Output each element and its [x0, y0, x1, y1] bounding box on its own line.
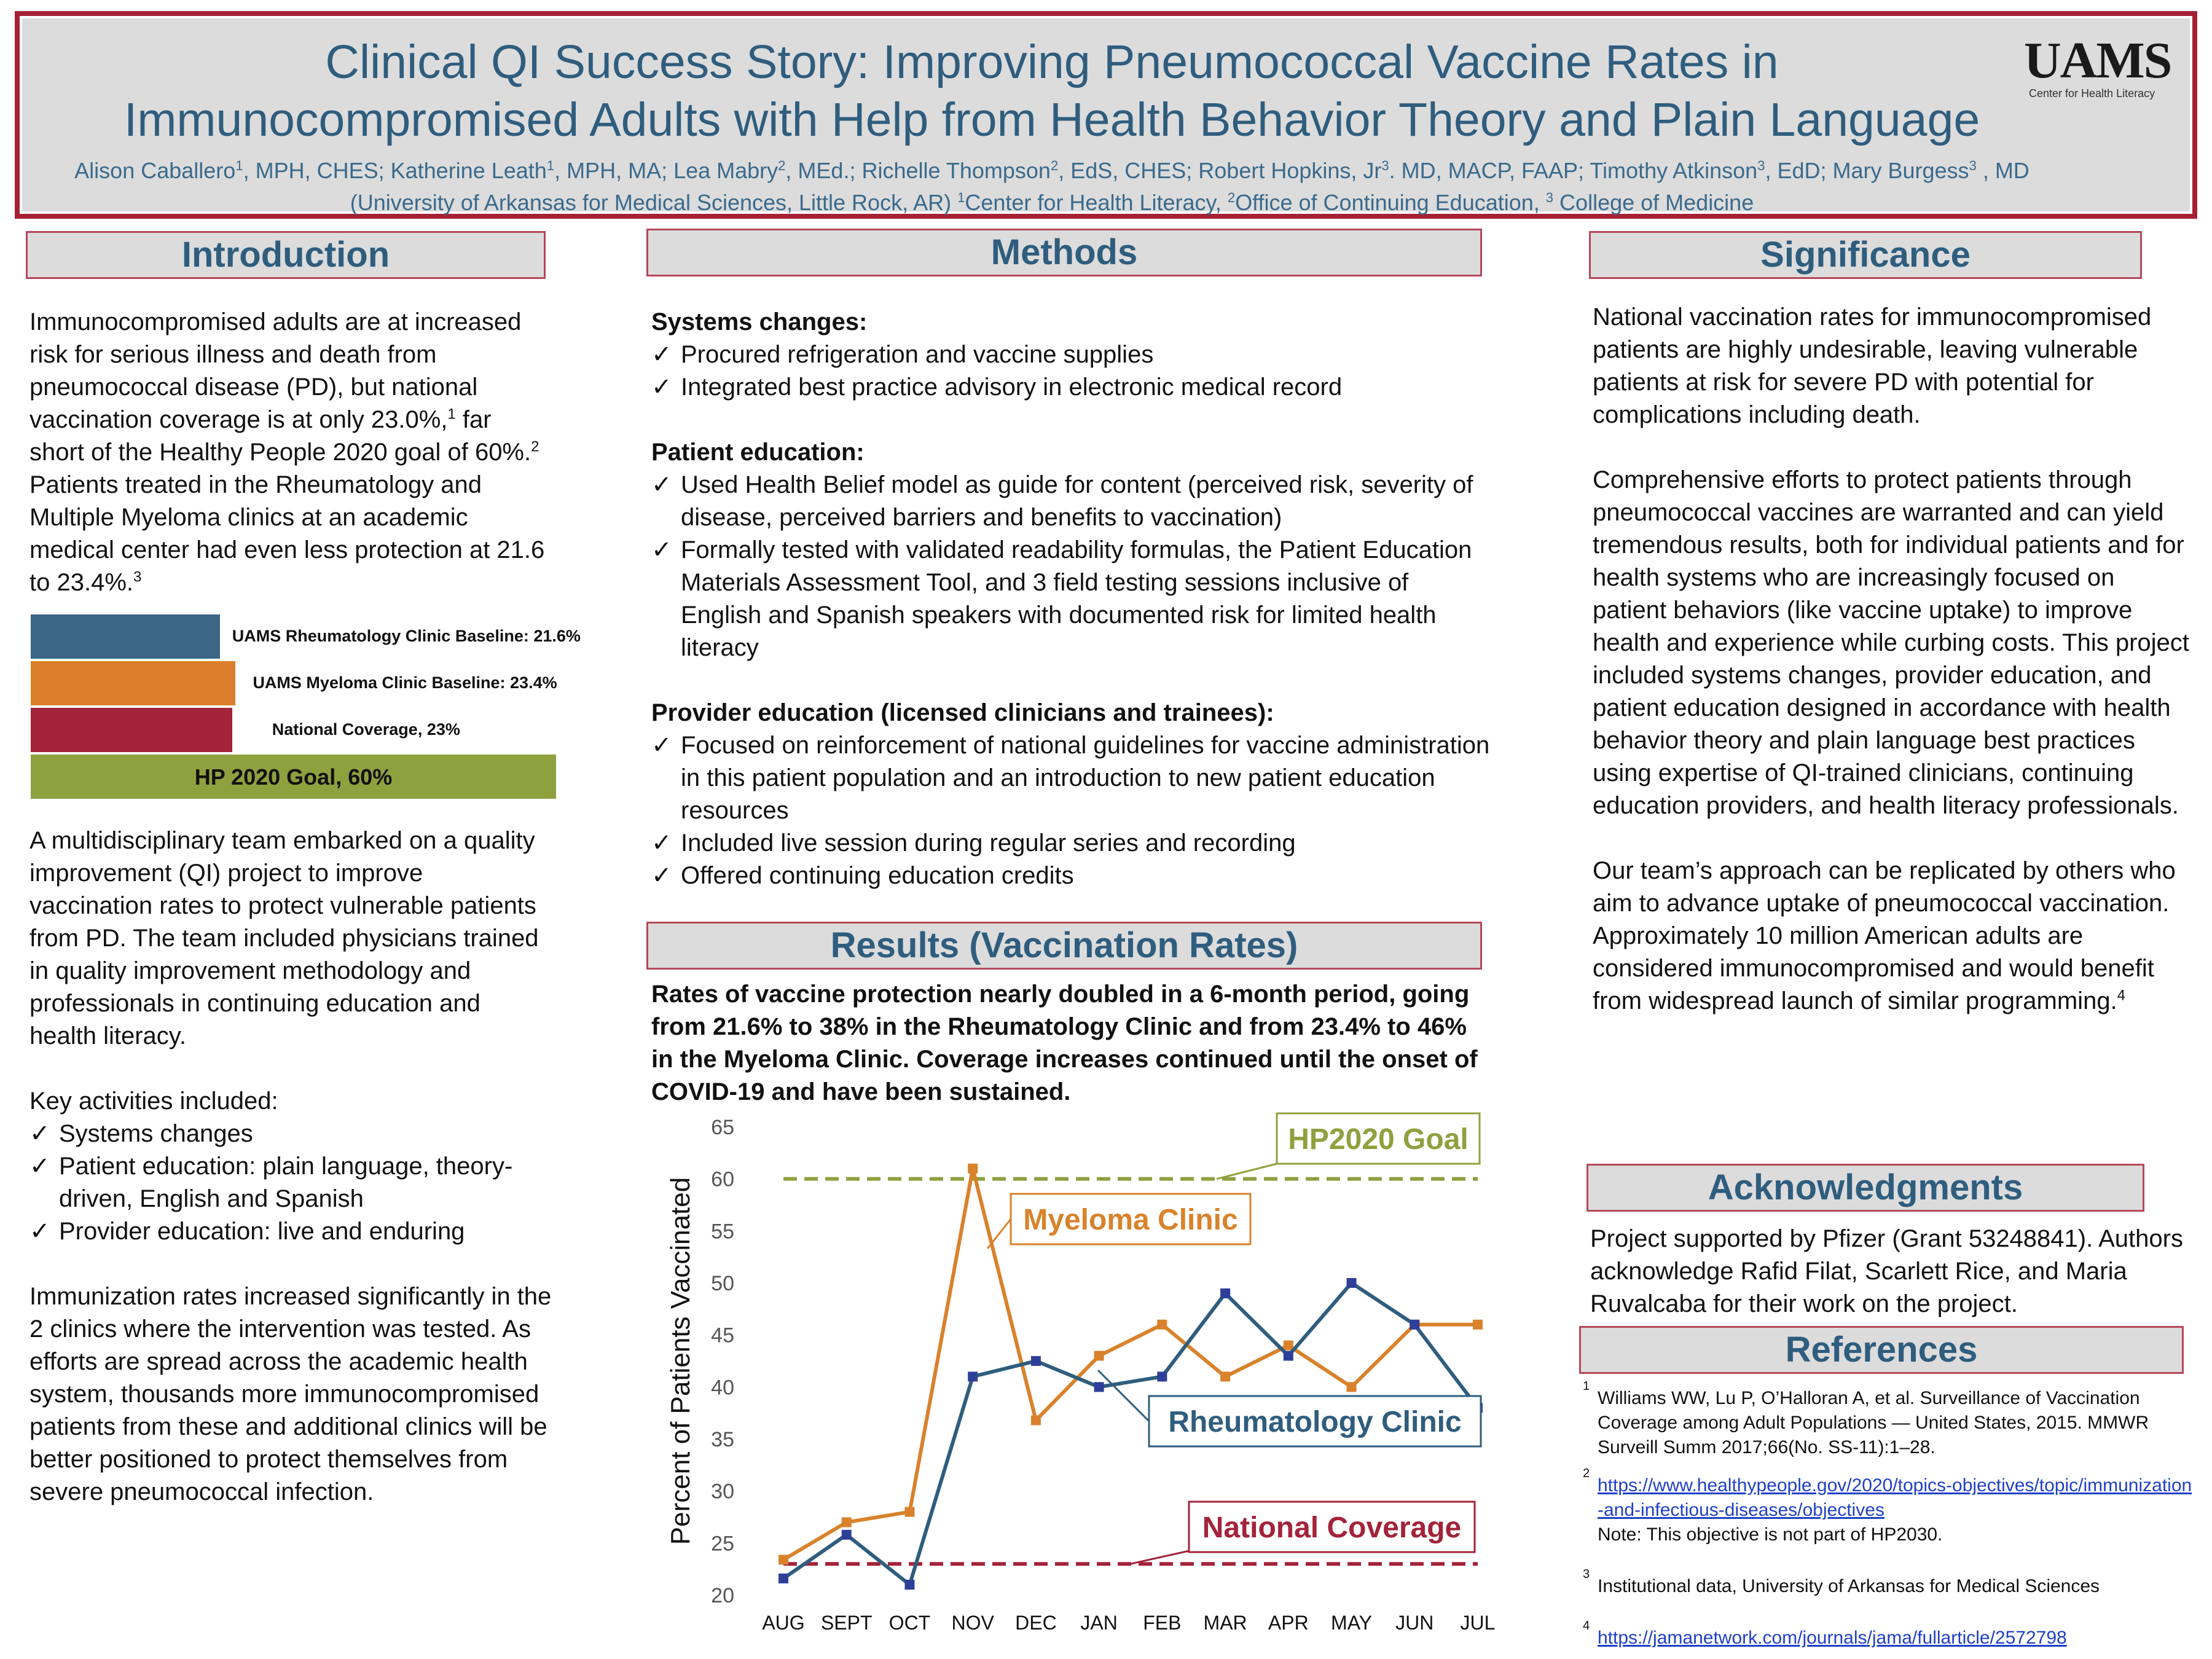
reference-link[interactable]: https://www.healthypeople.gov/2020/topics-objectives/topic/immunization-and-infectious-diseases/objectives	[1598, 1475, 2192, 1520]
reference-4	[1583, 1619, 2197, 1650]
group-list	[651, 469, 1493, 664]
author-credentials: , MD	[1976, 158, 2030, 183]
national-coverage-label-text: National Coverage	[1202, 1512, 1462, 1544]
intro-p1-part-a: Immunocompromised adults are at increased risk for serious illness and death from pneumococcal disease (PD), but national vaccination coverage is at only 23.0%,	[29, 308, 522, 433]
reference-1	[1583, 1379, 2197, 1460]
data-point	[968, 1371, 978, 1381]
intro-paragraph-1	[29, 306, 552, 599]
myeloma-clinic-label-text: Myeloma Clinic	[1023, 1204, 1238, 1236]
author-affiliation-number: 2	[778, 158, 786, 173]
author-name: Alison Caballero	[74, 158, 236, 183]
reference-number: 3	[1583, 1567, 1590, 1581]
uams-logo	[2024, 34, 2171, 102]
bar-label: HP 2020 Goal, 60%	[194, 764, 393, 790]
affiliation-name: Office of Continuing Education,	[1235, 190, 1546, 215]
x-tick-label: DEC	[1015, 1612, 1057, 1634]
poster-title	[20, 33, 2084, 149]
intro-p1-part-c: Patients treated in the Rheumatology and Multiple Myeloma clinics at an academic medical center had even less protection at 21.6 to 23.4%.	[29, 471, 545, 596]
baseline-bar-chart	[31, 614, 621, 805]
results-summary: Rates of vaccine protection nearly doubled in a 6-month period, going from 21.6% to 38% in the Rheumatology Clinic and from 23.4% to 46% in the Myeloma Clinic. Coverage increases continued until the onset of COVID-19 and have been sustained.	[651, 981, 1478, 1105]
reference-2	[1583, 1467, 2197, 1547]
data-point	[779, 1555, 788, 1564]
bar-label: National Coverage, 23%	[272, 720, 460, 739]
hp2020-goal-label-leader	[1217, 1164, 1277, 1179]
x-tick-label: MAY	[1331, 1612, 1373, 1634]
author-affiliation-number: 3	[1757, 158, 1765, 173]
author-block	[20, 155, 2084, 219]
x-tick-label: FEB	[1143, 1612, 1182, 1634]
citation-2: 2	[531, 438, 539, 455]
author-name: Mary Burgess	[1832, 158, 1969, 183]
affiliation-number: 2	[1227, 190, 1236, 205]
title-line-1: Clinical QI Success Story: Improving Pneumococcal Vaccine Rates in	[325, 36, 1779, 88]
author-credentials: . MD, MACP, FAAP;	[1389, 158, 1590, 183]
significance-body	[1593, 301, 2195, 1018]
list-item: ✓ Used Health Belief model as guide for content (perceived risk, severity of disease, perceived barriers and benefits to vaccination)	[651, 469, 1493, 534]
author-affiliation-number: 1	[235, 158, 243, 173]
x-tick-label: MAR	[1203, 1612, 1247, 1634]
author-name: Timothy Atkinson	[1590, 158, 1758, 183]
author-affiliation-number: 3	[1381, 158, 1389, 173]
intro-paragraph-2: A multidisciplinary team embarked on a quality improvement (QI) project to improve vaccination rates to protect vulnerable patients from PD. The team included physicians trained in quality improvement methodology and professionals in continuing education and health literacy.	[29, 827, 539, 1049]
intro-p1-part-b: far short of the Healthy People 2020 goal of 60%.	[29, 406, 531, 466]
author-name: Richelle Thompson	[861, 158, 1051, 183]
data-point	[904, 1507, 914, 1517]
data-point	[968, 1164, 978, 1174]
key-activities-list	[29, 1118, 552, 1248]
data-point	[1347, 1382, 1357, 1392]
logo-wordmark: UAMS	[2024, 32, 2171, 89]
x-tick-label: JUL	[1460, 1612, 1496, 1634]
data-point	[1157, 1371, 1167, 1381]
bar-myeloma	[31, 661, 235, 705]
bar-national	[31, 708, 232, 752]
citation-1: 1	[447, 406, 456, 423]
list-item: ✓ Procured refrigeration and vaccine supplies	[651, 339, 1493, 371]
poster-header	[15, 11, 2197, 219]
group-title: Patient education:	[651, 439, 865, 466]
reference-note: Note: This objective is not part of HP2030.	[1598, 1524, 1943, 1545]
author-credentials: , EdD;	[1765, 158, 1833, 183]
results-heading: Results (Vaccination Rates)	[646, 922, 1482, 970]
y-tick-label: 55	[711, 1220, 734, 1244]
data-point	[1473, 1320, 1483, 1330]
y-axis-label: Percent of Patients Vaccinated	[665, 1177, 696, 1545]
data-point	[1094, 1351, 1104, 1361]
reference-text: Williams WW, Lu P, O’Halloran A, et al. Surveillance of Vaccination Coverage among Adult Populations — United States, 2015. MMWR Surveill Summ 2017;66(No. SS-11):1–28.	[1598, 1388, 2149, 1457]
bar-rheumatology	[31, 614, 220, 659]
line-chart-svg	[651, 1106, 1499, 1647]
group-title: Provider education (licensed clinicians and trainees):	[651, 699, 1274, 726]
reference-number: 1	[1583, 1379, 1590, 1393]
affiliation-number: 1	[957, 190, 965, 205]
y-tick-label: 25	[711, 1532, 734, 1556]
reference-text: Institutional data, University of Arkansas for Medical Sciences	[1598, 1576, 2100, 1596]
bar-label: UAMS Myeloma Clinic Baseline: 23.4%	[253, 673, 557, 692]
author-name: Lea Mabry	[673, 158, 779, 183]
x-tick-label: JAN	[1080, 1612, 1118, 1634]
x-tick-label: OCT	[888, 1612, 931, 1634]
author-credentials: , MPH, CHES;	[243, 158, 391, 183]
author-credentials: , MEd.;	[785, 158, 862, 183]
list-item: ✓ Included live session during regular series and recording	[651, 827, 1493, 860]
affiliation-university: (University of Arkansas for Medical Sciences, Little Rock, AR)	[350, 190, 958, 215]
reference-number: 4	[1583, 1619, 1590, 1633]
author-affiliation-number: 1	[546, 158, 555, 173]
data-point	[1410, 1320, 1419, 1330]
logo-subtitle: Center for Health Literacy	[2029, 87, 2155, 100]
group-list	[651, 339, 1493, 404]
methods-body	[651, 306, 1493, 892]
y-tick-label: 35	[711, 1428, 734, 1451]
significance-paragraph-1: National vaccination rates for immunocompromised patients are highly undesirable, leaving vulnerable patients at risk for severe PD with potential for complications including death.	[1593, 304, 2152, 428]
list-item: ✓ Formally tested with validated readability formulas, the Patient Education Materials Assessment Tool, and 3 field testing sessions inclusive of English and Spanish speakers with documented risk for limited health literacy	[651, 534, 1493, 664]
reference-number: 2	[1583, 1467, 1590, 1480]
list-item: ✓ Offered continuing education credits	[651, 860, 1493, 892]
intro-heading: Introduction	[26, 231, 546, 279]
intro-lower	[29, 825, 552, 1541]
affiliation-name: College of Medicine	[1553, 190, 1754, 215]
citation-3: 3	[133, 568, 142, 586]
author-name: Robert Hopkins, Jr	[1198, 158, 1382, 183]
data-point	[1284, 1351, 1293, 1361]
data-point	[842, 1530, 852, 1540]
acknowledgments-heading: Acknowledgments	[1586, 1164, 2144, 1212]
data-point	[842, 1517, 852, 1527]
list-item: ✓ Systems changes	[29, 1118, 552, 1150]
x-tick-label: JUN	[1395, 1612, 1434, 1634]
data-point	[1220, 1288, 1230, 1298]
author-affiliation-number: 2	[1050, 158, 1059, 173]
rheumatology-clinic-label-text: Rheumatology Clinic	[1168, 1406, 1462, 1438]
intro-paragraph-3: Immunization rates increased significantly in the 2 clinics where the intervention was tested. As efforts are spread across the academic health system, thousands more immunocompromised patients from these and additional clinics will be better positioned to protect themselves from severe pneumococcal infection.	[29, 1283, 552, 1505]
y-tick-label: 40	[711, 1376, 734, 1400]
data-point	[1284, 1341, 1293, 1351]
y-tick-label: 50	[711, 1272, 734, 1295]
methods-heading: Methods	[646, 229, 1482, 276]
references-heading: References	[1579, 1326, 2184, 1374]
significance-paragraph-2: Comprehensive efforts to protect patients through pneumococcal vaccines are warranted and can yield tremendous results, both for individual patients and for health systems who are increasingly focused on patient behaviors (like vaccine uptake) to improve health and experience while curbing costs. This project included systems changes, provider education, and patient education designed in accordance with health behavior theory and plain language best practices using expertise of QI-trained clinicians, continuing education providers, and health literacy professionals.	[1593, 466, 2189, 819]
vaccination-rate-line-chart	[651, 1106, 1499, 1647]
group-list	[651, 729, 1493, 892]
key-activities-label: Key activities included:	[29, 1088, 278, 1115]
affiliation-number: 3	[1545, 190, 1554, 205]
data-point	[1220, 1371, 1230, 1381]
x-tick-label: APR	[1268, 1612, 1309, 1634]
methods-group	[651, 436, 1493, 664]
data-point	[1347, 1278, 1357, 1288]
bar-label: UAMS Rheumatology Clinic Baseline: 21.6%	[232, 627, 581, 645]
reference-3	[1583, 1567, 2197, 1599]
acknowledgments-text: Project supported by Pfizer (Grant 53248841). Authors acknowledge Rafid Filat, Scarlett Rice, and Maria Ruvalcaba for their work on the project.	[1590, 1225, 2183, 1317]
reference-link[interactable]: https://jamanetwork.com/journals/jama/fullarticle/2572798	[1598, 1628, 2067, 1648]
y-tick-label: 45	[711, 1324, 734, 1347]
list-item: ✓ Patient education: plain language, theory-driven, English and Spanish	[29, 1150, 552, 1215]
national-coverage-label-leader	[1131, 1551, 1189, 1564]
rheumatology-clinic-label-leader	[1098, 1370, 1149, 1421]
methods-group	[651, 697, 1493, 892]
list-item: ✓ Focused on reinforcement of national guidelines for vaccine administration in this patient population and an introduction to new patient education resources	[651, 729, 1493, 827]
data-point	[1031, 1416, 1041, 1426]
citation-4: 4	[2117, 987, 2126, 1004]
author-list	[20, 155, 2084, 187]
data-point	[904, 1580, 914, 1590]
hp2020-goal-label-text: HP2020 Goal	[1288, 1123, 1469, 1156]
data-point	[1094, 1382, 1104, 1392]
y-tick-label: 65	[711, 1116, 734, 1139]
data-point	[1031, 1356, 1041, 1366]
data-point	[779, 1574, 788, 1583]
affiliation-name: Center for Health Literacy,	[965, 190, 1228, 215]
author-credentials: , MPH, MA;	[554, 158, 674, 183]
list-item: ✓ Integrated best practice advisory in electronic medical record	[651, 371, 1493, 404]
title-line-2: Immunocompromised Adults with Help from Health Behavior Theory and Plain Language	[124, 93, 1980, 146]
significance-paragraph-3	[1593, 855, 2195, 1018]
methods-group	[651, 306, 1493, 404]
data-point	[1157, 1320, 1167, 1330]
y-tick-label: 20	[711, 1584, 734, 1607]
list-item: ✓ Provider education: live and enduring	[29, 1215, 552, 1248]
reference-body	[1598, 1473, 2197, 1547]
author-credentials: , EdS, CHES;	[1058, 158, 1199, 183]
author-affiliation-number: 3	[1969, 158, 1977, 173]
significance-heading: Significance	[1589, 231, 2142, 279]
x-tick-label: NOV	[951, 1612, 994, 1634]
significance-p3-text: Our team’s approach can be replicated by others who aim to advance uptake of pneumococcal vaccination. Approximately 10 million American adults are considered immunocompromised and would benefit from widespread launch of similar programming.	[1593, 857, 2176, 1014]
references-list	[1583, 1379, 2197, 1650]
x-tick-label: SEPT	[820, 1612, 873, 1634]
author-name: Katherine Leath	[390, 158, 547, 183]
y-tick-label: 60	[711, 1167, 734, 1191]
group-title: Systems changes:	[651, 308, 868, 335]
x-tick-label: AUG	[762, 1612, 805, 1634]
affiliation-list	[20, 187, 2084, 219]
y-tick-label: 30	[711, 1480, 734, 1504]
